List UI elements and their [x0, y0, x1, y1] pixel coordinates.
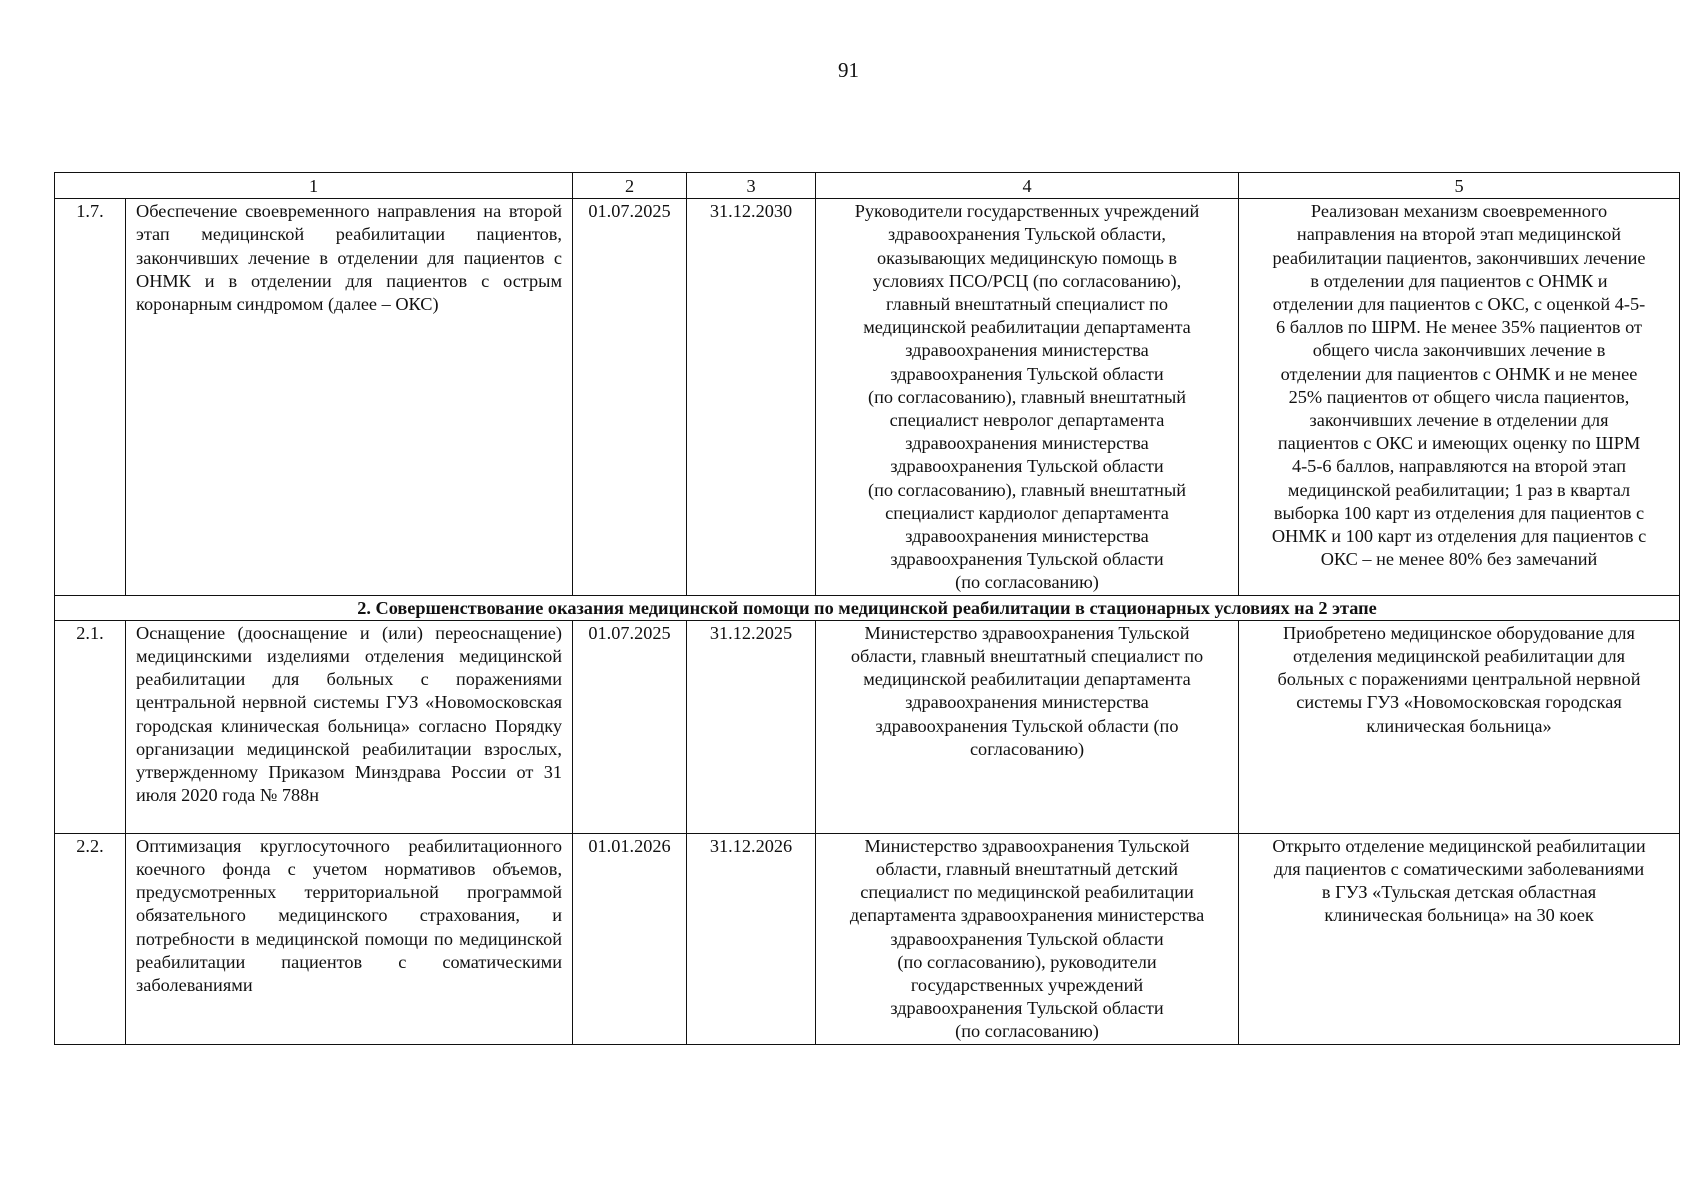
- result-cell: [1239, 620, 1680, 833]
- cell-line: (по согласованию), руководители: [897, 951, 1157, 972]
- cell-line: условиях ПСО/РСЦ (по согласованию),: [872, 270, 1182, 291]
- column-header-3: 3: [687, 173, 816, 199]
- cell-line: здравоохранения Тульской области: [890, 363, 1164, 384]
- cell-line: медицинской реабилитации департамента: [863, 317, 1191, 338]
- cell-line: здравоохранения Тульской области: [890, 549, 1164, 570]
- cell-line: Министерство здравоохранения Тульской: [864, 835, 1190, 856]
- cell-line: отделения медицинской реабилитации для: [1293, 646, 1625, 667]
- cell-line: главный внештатный специалист по: [885, 294, 1169, 315]
- cell-line: здравоохранения министерства: [905, 692, 1149, 713]
- row-number: 2.2.: [55, 833, 126, 1044]
- cell-line: ОНМК и 100 карт из отделения для пациентов с: [1271, 526, 1647, 547]
- cell-line: государственных учреждений: [910, 975, 1144, 996]
- cell-line: в ГУЗ «Тульская детская областная: [1321, 882, 1597, 903]
- cell-line: департамента здравоохранения министерства: [849, 905, 1205, 926]
- cell-line: специалист невролог департамента: [889, 410, 1165, 431]
- cell-line: медицинской реабилитации; 1 раз в квартал: [1287, 479, 1631, 500]
- cell-line: Открыто отделение медицинской реабилитации: [1272, 835, 1646, 856]
- cell-line: направления на второй этап медицинской: [1296, 224, 1622, 245]
- header-row: [55, 173, 1680, 199]
- cell-line: (по согласованию): [955, 572, 1099, 593]
- responsible-cell: [816, 833, 1239, 1044]
- column-header-2: 2: [573, 173, 687, 199]
- cell-line: выборка 100 карт из отделения для пациентов с: [1273, 502, 1645, 523]
- cell-line: области, главный внештатный специалист по: [850, 646, 1204, 667]
- row-number: 2.1.: [55, 620, 126, 833]
- cell-line: реабилитации пациентов, закончивших лечение: [1272, 247, 1646, 268]
- result-cell: [1239, 833, 1680, 1044]
- cell-line: системы ГУЗ «Новомосковская городская: [1296, 692, 1622, 713]
- column-header-4: 4: [816, 173, 1239, 199]
- cell-line: (по согласованию): [955, 1021, 1099, 1042]
- cell-line: 4-5-6 баллов, направляются на второй этап: [1291, 456, 1627, 477]
- result-cell: [1239, 199, 1680, 595]
- table-row-1-7: [55, 199, 1680, 595]
- cell-line: здравоохранения министерства: [905, 340, 1149, 361]
- section-row: [55, 595, 1680, 620]
- responsible-cell: [816, 199, 1239, 595]
- cell-line: (по согласованию), главный внештатный: [868, 479, 1187, 500]
- cell-line: области, главный внештатный детский: [875, 859, 1179, 880]
- page-number: 91: [838, 58, 859, 82]
- responsible-cell: [816, 620, 1239, 833]
- cell-line: отделении для пациентов с ОНМК и не менее: [1280, 363, 1638, 384]
- cell-line: ОКС – не менее 80% без замечаний: [1320, 549, 1598, 570]
- cell-line: в отделении для пациентов с ОНМК и: [1310, 270, 1608, 291]
- cell-line: здравоохранения Тульской области (по: [875, 715, 1179, 736]
- section-title: 2. Совершенствование оказания медицинской помощи по медицинской реабилитации в стационарных условиях на 2 этапе: [55, 595, 1680, 620]
- cell-line: отделении для пациентов с ОКС, с оценкой 4-5-: [1272, 294, 1646, 315]
- plan-table: [54, 172, 1680, 1045]
- measure-title: Обеспечение своевременного направления на второй этап медицинской реабилитации пациентов, закончивших лечение в отделении для пациентов с ОНМК и в отделении для пациентов с острым коронарным синдромом (далее – ОКС): [126, 199, 573, 595]
- cell-line: 6 баллов по ШРМ. Не менее 35% пациентов от: [1276, 317, 1642, 338]
- start-date: 01.07.2025: [573, 620, 687, 833]
- cell-line: специалист по медицинской реабилитации: [860, 882, 1194, 903]
- cell-line: Приобретено медицинское оборудование для: [1283, 622, 1635, 643]
- table-row-2-2: [55, 833, 1680, 1044]
- cell-line: специалист кардиолог департамента: [885, 502, 1169, 523]
- cell-line: (по согласованию), главный внештатный: [868, 386, 1187, 407]
- cell-line: здравоохранения министерства: [905, 433, 1149, 454]
- cell-line: клиническая больница»: [1366, 715, 1552, 736]
- column-header-1: 1: [55, 173, 573, 199]
- cell-line: больных с поражениями центральной нервной: [1277, 669, 1641, 690]
- cell-line: общего числа закончивших лечение в: [1312, 340, 1606, 361]
- cell-line: клиническая больница» на 30 коек: [1324, 905, 1594, 926]
- cell-line: Руководители государственных учреждений: [854, 201, 1200, 222]
- start-date: 01.01.2026: [573, 833, 687, 1044]
- column-header-5: 5: [1239, 173, 1680, 199]
- cell-line: Министерство здравоохранения Тульской: [864, 622, 1190, 643]
- measure-title: Оснащение (дооснащение и (или) переоснащение) медицинскими изделиями отделения медицинской реабилитации для больных с поражениями центральной нервной системы ГУЗ «Новомосковская городская клиническая больница» согласно Порядку организации медицинской реабилитации взрослых, утвержденному Приказом Минздрава России от 31 июля 2020 года № 788н: [126, 620, 573, 833]
- cell-line: здравоохранения Тульской области: [890, 456, 1164, 477]
- end-date: 31.12.2026: [687, 833, 816, 1044]
- cell-line: для пациентов с соматическими заболеваниями: [1273, 859, 1645, 880]
- row-number: 1.7.: [55, 199, 126, 595]
- cell-line: закончивших лечение в отделении для: [1309, 410, 1609, 431]
- cell-line: пациентов с ОКС и имеющих оценку по ШРМ: [1277, 433, 1641, 454]
- cell-line: оказывающих медицинскую помощь в: [877, 247, 1177, 268]
- cell-line: здравоохранения министерства: [905, 526, 1149, 547]
- cell-line: 25% пациентов от общего числа пациентов,: [1288, 386, 1630, 407]
- end-date: 31.12.2025: [687, 620, 816, 833]
- cell-line: здравоохранения Тульской области,: [888, 224, 1166, 245]
- start-date: 01.07.2025: [573, 199, 687, 595]
- cell-line: здравоохранения Тульской области: [890, 928, 1164, 949]
- cell-line: согласованию): [969, 738, 1085, 759]
- table-row-2-1: [55, 620, 1680, 833]
- cell-line: здравоохранения Тульской области: [890, 998, 1164, 1019]
- cell-line: Реализован механизм своевременного: [1310, 201, 1608, 222]
- measure-title: Оптимизация круглосуточного реабилитационного коечного фонда с учетом нормативов объемов, предусмотренных территориальной программой обязательного медицинского страхования, и потребности в медицинской помощи по медицинской реабилитации пациентов с соматическими заболеваниями: [126, 833, 573, 1044]
- cell-line: медицинской реабилитации департамента: [863, 669, 1191, 690]
- end-date: 31.12.2030: [687, 199, 816, 595]
